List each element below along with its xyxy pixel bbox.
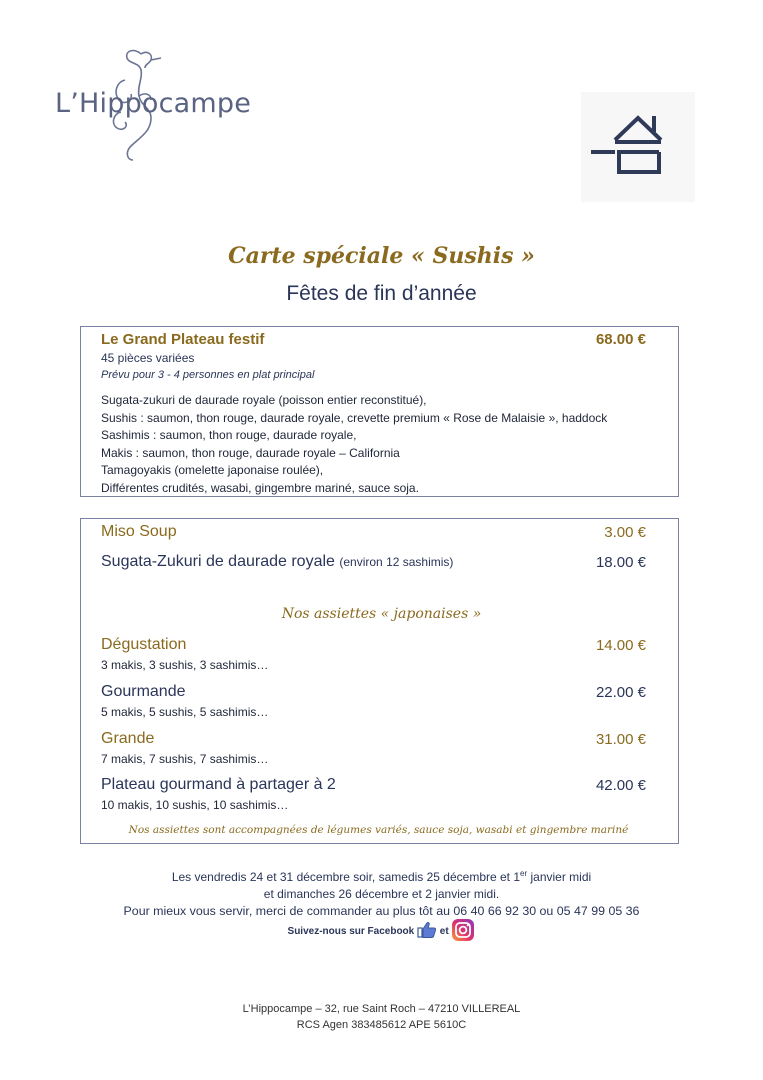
footer-address: L’Hippocampe – 32, rue Saint Roch – 47210 VILLEREAL <box>242 1003 521 1015</box>
assiette-name: Dégustation <box>101 636 187 653</box>
follow-and: et <box>439 926 452 938</box>
composition-line: Sugata-zukuri de daurade royale (poisson entier reconstitué), <box>101 393 427 407</box>
assiette-price: 31.00 € <box>595 731 646 748</box>
box-footnote: Nos assiettes sont accompagnées de légumes variés, sauce soja, wasabi et gingembre mariné <box>128 824 629 836</box>
sugata-note: (environ 12 sashimis) <box>339 555 454 569</box>
follow-text: Suivez-nous sur Facebook <box>287 926 415 938</box>
miso-name: Miso Soup <box>101 523 177 540</box>
assiette-price: 22.00 € <box>595 684 646 701</box>
assiette-name: Plateau gourmand à partager à 2 <box>101 776 336 793</box>
assiette-name: Gourmande <box>101 683 186 700</box>
info-line-2: et dimanches 26 décembre et 2 janvier midi. <box>263 887 500 901</box>
composition-line: Sashimis : saumon, thon rouge, daurade royale, <box>101 428 357 443</box>
facebook-like-icon[interactable] <box>417 921 437 942</box>
menu-title: Carte spéciale « Sushis » <box>228 243 535 269</box>
menu-subtitle: Fêtes de fin d’année <box>286 282 477 305</box>
house-logo <box>581 92 695 202</box>
footer-registration: RCS Agen 383485612 APE 5610C <box>296 1019 467 1031</box>
miso-price: 3.00 € <box>604 524 646 541</box>
sugata-name: Sugata-Zukuri de daurade royale <box>101 553 335 570</box>
composition-line: Tamagoyakis (omelette japonaise roulée), <box>101 463 324 478</box>
assiette-desc: 5 makis, 5 sushis, 5 sashimis… <box>101 705 269 719</box>
assiette-desc: 10 makis, 10 sushis, 10 sashimis… <box>101 798 289 812</box>
assiette-price: 14.00 € <box>595 637 646 654</box>
sugata-item <box>101 553 453 571</box>
composition-line: Sushis : saumon, thon rouge, daurade royale, crevette premium « Rose de Malaisie », haddock <box>101 410 608 425</box>
sugata-price: 18.00 € <box>595 554 646 571</box>
info-line-1 <box>0 869 763 884</box>
instagram-icon[interactable] <box>451 918 475 945</box>
composition-line: Différentes crudités, wasabi, gingembre mariné, sauce soja. <box>101 480 419 495</box>
plateau-name: Le Grand Plateau festif <box>101 331 265 348</box>
assiette-name: Grande <box>101 730 155 747</box>
assiette-desc: 7 makis, 7 sushis, 7 sashimis… <box>101 752 269 766</box>
info-dates-end: janvier midi <box>527 870 592 884</box>
section-title: Nos assiettes « japonaises » <box>281 606 482 622</box>
plateau-composition <box>101 392 607 498</box>
house-icon <box>581 92 695 202</box>
follow-line <box>0 918 763 945</box>
restaurant-logo <box>50 42 270 167</box>
plateau-price: 68.00 € <box>595 331 646 348</box>
logo-text: L’Hippocampe <box>55 88 252 119</box>
assiette-price: 42.00 € <box>595 777 646 794</box>
assiette-desc: 3 makis, 3 sushis, 3 sashimis… <box>101 658 269 672</box>
composition-line: Makis : saumon, thon rouge, daurade royale – California <box>101 445 400 460</box>
info-line-3: Pour mieux vous servir, merci de commander au plus tôt au 06 40 66 92 30 ou 05 47 99 05 36 <box>123 904 640 918</box>
plateau-pieces: 45 pièces variées <box>101 351 195 365</box>
info-dates: Les vendredis 24 et 31 décembre soir, samedis 25 décembre et 1 <box>171 870 521 884</box>
plateau-note: Prévu pour 3 - 4 personnes en plat principal <box>101 369 315 381</box>
info-sup: er <box>520 869 528 878</box>
